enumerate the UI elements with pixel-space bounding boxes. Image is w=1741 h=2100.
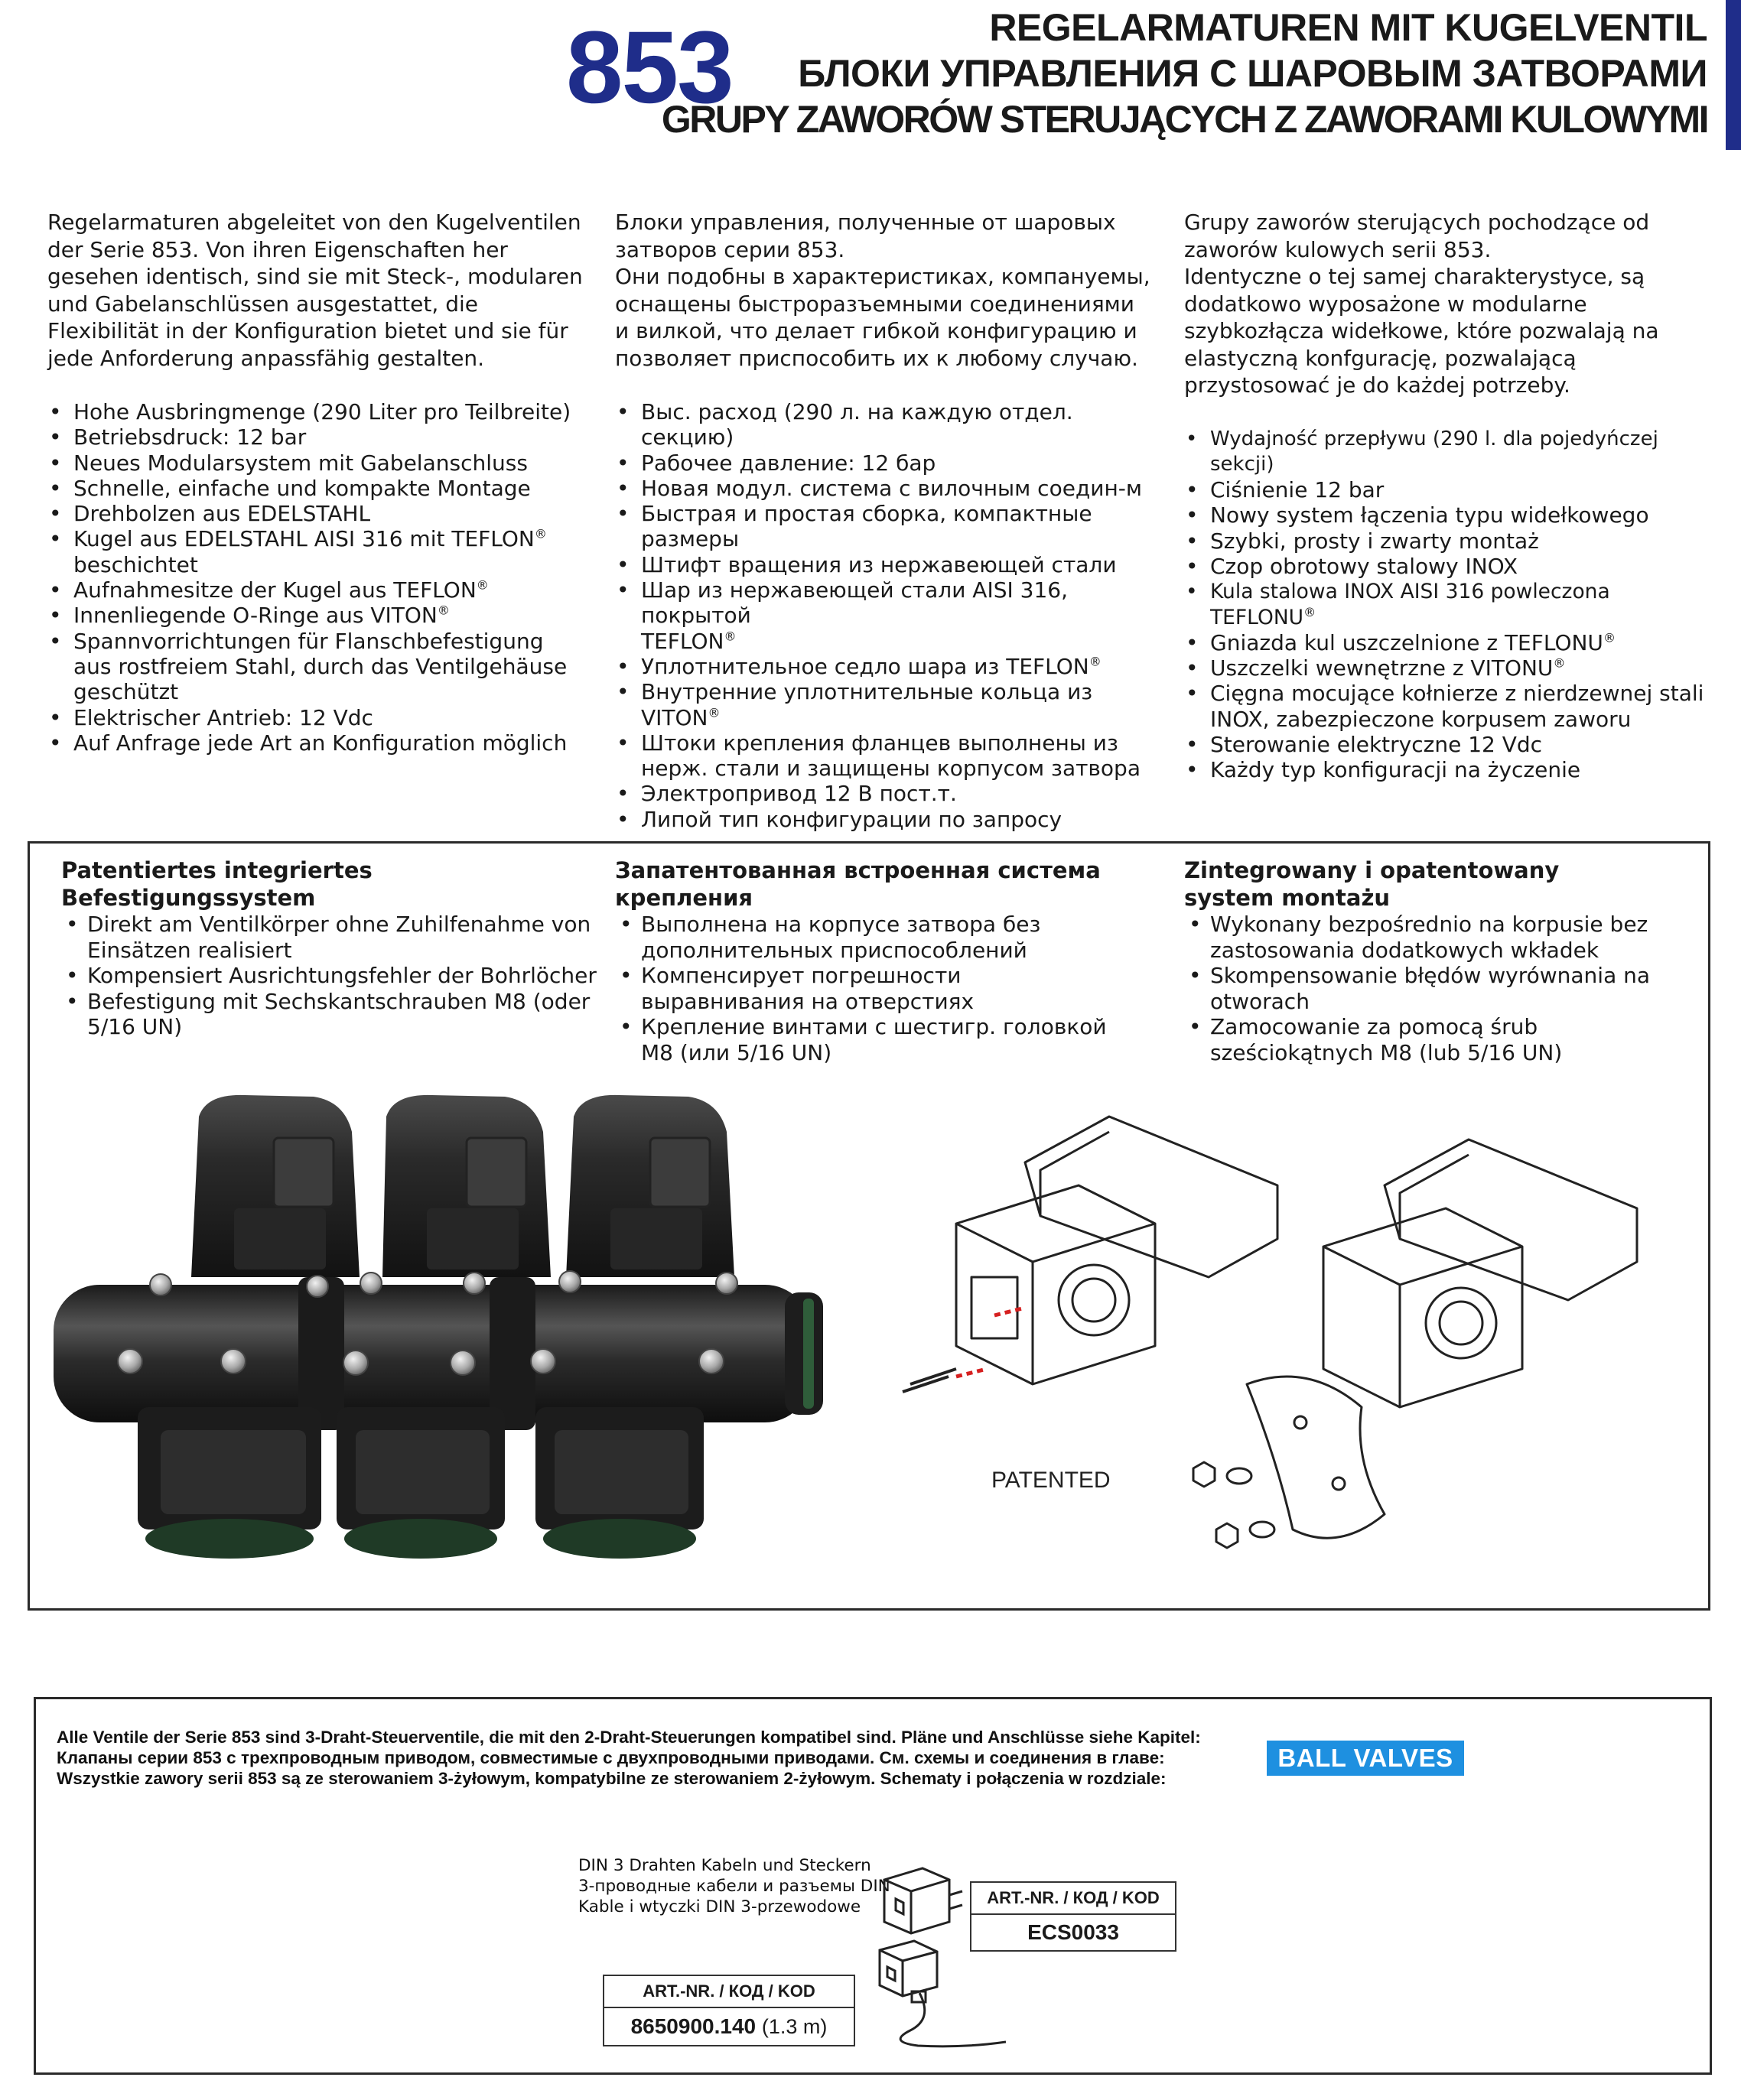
list-item-text: Uszczelki wewnętrzne z VITONU	[1210, 655, 1554, 681]
note-pl: Wszystkie zawory serii 853 są ze sterowaniem 3-żyłowym, kompatybilne ze sterowaniem 2-żyłowym. Schematy i połączenia w rozdziale:	[57, 1769, 1167, 1788]
registered-mark: ®	[1553, 655, 1566, 671]
list-item: • Czop obrotowy stalowy INOX	[1184, 554, 1720, 579]
connector-art-code: ECS0033	[1027, 1920, 1119, 1944]
feature-list-ru	[615, 399, 1150, 832]
registered-mark: ®	[437, 603, 450, 619]
list-item	[1184, 630, 1720, 655]
list-item	[47, 526, 583, 577]
intro-column-pl	[1184, 209, 1720, 783]
feature-list-de	[47, 399, 583, 756]
registered-mark: ®	[724, 629, 737, 644]
patent-heading-pl: Zintegrowany i opatentowany system montażu	[1184, 857, 1560, 911]
list-item: • Neues Modularsystem mit Gabelanschluss	[47, 450, 583, 476]
registered-mark: ®	[476, 577, 489, 593]
list-item: • Ciśnienie 12 bar	[1184, 477, 1720, 502]
patent-list-pl	[1184, 912, 1651, 1065]
list-item: • Nowy system łączenia typu widełkowego	[1184, 502, 1720, 528]
cable-code: 8650900.140	[630, 2014, 757, 2038]
list-item: • Drehbolzen aus EDELSTAHL	[47, 501, 583, 526]
page-title	[662, 5, 1707, 142]
list-item: • Kompensiert Ausrichtungsfehler der Bohrlöcher	[61, 963, 597, 989]
patented-label: PATENTED	[991, 1468, 1111, 1493]
series-number: 853	[566, 11, 733, 125]
list-item	[1184, 655, 1720, 681]
intro-paragraph-pl-1: Grupy zaworów sterujących pochodzące od zaworów kulowych serii 853.	[1184, 210, 1650, 262]
din-ru: 3-проводные кабели и разъемы DIN	[578, 1877, 890, 1896]
list-item: • Липой тип конфигурации по запросу	[615, 807, 1150, 832]
list-item: • Elektrischer Antrieb: 12 Vdc	[47, 705, 583, 730]
connector-art-header: ART.-NR. / КОД / KOD	[971, 1883, 1175, 1915]
list-item: • Компенсирует погрешности выравнивания на отверстиях	[615, 963, 1120, 1014]
list-item: • Spannvorrichtungen für Flanschbefestigung aus rostfreiem Stahl, durch das Ventilgehäuse geschützt	[47, 629, 583, 705]
valve-block-photo	[46, 1086, 841, 1575]
registered-mark: ®	[1303, 604, 1316, 619]
chapter-link-badge[interactable]: BALL VALVES	[1267, 1741, 1464, 1776]
list-item	[615, 654, 1150, 679]
list-item-text: Kugel aus EDELSTAHL AISI 316 mit TEFLON	[73, 526, 535, 552]
list-item-text: Уплотнительное седло шара из TEFLON	[641, 653, 1089, 679]
list-item-text: Шар из нержавеющей стали AISI 316, покрытой	[641, 577, 1068, 629]
patent-column-de	[61, 857, 597, 1040]
intro-column-ru	[615, 209, 1150, 832]
patent-column-ru	[615, 857, 1120, 1065]
din-de: DIN 3 Drahten Kabeln und Steckern	[578, 1856, 871, 1875]
patent-column-pl	[1184, 857, 1651, 1065]
registered-mark: ®	[534, 527, 547, 542]
list-item: • Новая модул. система с вилочным соедин-м	[615, 476, 1150, 501]
list-item: • Skompensowanie błędów wyrównania na otworach	[1184, 963, 1651, 1014]
list-item: • Direkt am Ventilkörper ohne Zuhilfenahme von Einsätzen realisiert	[61, 912, 597, 963]
list-item: • Рабочее давление: 12 бар	[615, 450, 1150, 476]
list-item: • Każdy typ konfiguracji na życzenie	[1184, 757, 1720, 782]
list-item-text: Gniazda kul uszczelnione z TEFLONU	[1210, 629, 1603, 655]
list-item: • Wydajność przepływu (290 l. dla pojedyńczej sekcji)	[1184, 427, 1720, 478]
cable-art-code	[604, 2008, 854, 2045]
list-item	[615, 577, 1150, 654]
cable-art-header: ART.-NR. / КОД / KOD	[604, 1976, 854, 2008]
intro-paragraph-pl-2: Identyczne o tej samej charakterystyce, są dodatkowo wyposażone w modularne szybkozłącza widełkowe, które pozwalają na elastyczną konfgurację, pozwalającą przystosować je do każdej potrzeby.	[1184, 264, 1659, 398]
patent-heading-ru: Запатентованная встроенная система крепления	[615, 857, 1101, 911]
cable-length: (1.3 m)	[761, 2015, 828, 2038]
registered-mark: ®	[1603, 630, 1616, 645]
registered-mark: ®	[1089, 654, 1102, 669]
note-de: Alle Ventile der Serie 853 sind 3-Draht-Steuerventile, die mit den 2-Draht-Steuerungen kompatibel sind. Pläne und Anschlüsse siehe Kapitel:	[57, 1728, 1201, 1747]
list-item: • Выполнена на корпусе затвора без дополнительных приспособлений	[615, 912, 1120, 963]
list-item: • Штоки крепления фланцев выполнены из нерж. стали и защищены корпусом затвора	[615, 730, 1150, 782]
list-item: • Schnelle, einfache und kompakte Montage	[47, 476, 583, 501]
list-item: • Zamocowanie za pomocą śrub sześciokątnych M8 (lub 5/16 UN)	[1184, 1014, 1651, 1065]
din-cable-description	[578, 1855, 890, 1917]
compatibility-note	[57, 1727, 1201, 1789]
list-item	[1184, 579, 1720, 630]
list-item: • Sterowanie elektryczne 12 Vdc	[1184, 732, 1720, 757]
list-item-text: Aufnahmesitze der Kugel aus TEFLON	[73, 577, 477, 603]
intro-paragraph-de: Regelarmaturen abgeleitet von den Kugelventilen der Serie 853. Von ihren Eigenschaften her gesehen identisch, sind sie mit Steck-, modularen und Gabelanschlüssen ausgestattet, die Flexibilität in der Konfiguration bietet und sie für jede Anforderung anpassfähig gestalten.	[47, 210, 583, 371]
patent-list-de	[61, 912, 597, 1040]
note-ru: Клапаны серии 853 с трехпроводным приводом, совместимые с двухпроводными приводами. См. схемы и соединения в главе:	[57, 1748, 1165, 1767]
list-item: • Auf Anfrage jede Art an Konfiguration möglich	[47, 730, 583, 756]
din-pl: Kable i wtyczki DIN 3-przewodowe	[578, 1897, 861, 1916]
feature-list-pl	[1184, 427, 1720, 783]
list-item	[47, 603, 583, 628]
list-item: • Cięgna mocujące kołnierze z nierdzewnej stali INOX, zabezpieczone korpusem zaworu	[1184, 681, 1720, 732]
list-item: • Szybki, prosty i zwarty montaż	[1184, 528, 1720, 554]
list-item: • Электропривод 12 В пост.т.	[615, 781, 1150, 806]
intro-paragraph-ru-1: Блоки управления, полученные от шаровых затворов серии 853.	[615, 210, 1116, 262]
list-item: • Крепление винтами с шестигр. головкой М8 (или 5/16 UN)	[615, 1014, 1120, 1065]
patent-list-ru	[615, 912, 1120, 1065]
intro-paragraph-ru-2: Они подобны в характеристиках, компануемы, оснащены быстроразъемными соединениями и вилкой, что делает гибкой конфигурацию и позволяет приспособить их к любому случаю.	[615, 264, 1150, 371]
patent-heading-de: Patentiertes integriertes Befestigungssystem	[61, 857, 373, 911]
connector-article-box	[970, 1881, 1176, 1952]
list-item	[47, 577, 583, 603]
registered-mark: ®	[708, 705, 721, 720]
list-item	[615, 679, 1150, 730]
cable-article-box	[603, 1975, 855, 2046]
list-item-text: Innenliegende O-Ringe aus VITON	[73, 603, 438, 629]
title-de: REGELARMATUREN MIT KUGELVENTIL	[989, 6, 1707, 49]
list-item-text: Kula stalowa INOX AISI 316 powleczona TEFLONU	[1210, 580, 1610, 629]
list-item: • Wykonany bezpośrednio na korpusie bez zastosowania dodatkowych wkładek	[1184, 912, 1651, 963]
header-accent-bar	[1726, 0, 1741, 150]
list-item-text-cont: TEFLON	[641, 628, 724, 654]
list-item: • Betriebsdruck: 12 bar	[47, 424, 583, 450]
list-item-text-cont: beschichtet	[73, 551, 198, 577]
list-item: • Штифт вращения из нержавеющей стали	[615, 552, 1150, 577]
list-item: • Быстрая и простая сборка, компактные размеры	[615, 501, 1150, 552]
list-item: • Befestigung mit Sechskantschrauben M8 (oder 5/16 UN)	[61, 989, 597, 1040]
intro-column-de	[47, 209, 583, 756]
list-item-text: Внутренние уплотнительные кольца из VITON	[641, 679, 1093, 730]
fixing-system-drawing	[880, 1101, 1683, 1591]
list-item: • Hohe Ausbringmenge (290 Liter pro Teilbreite)	[47, 399, 583, 424]
title-pl: GRUPY ZAWORÓW STERUJĄCYCH Z ZAWORAMI KULOWYMI	[661, 98, 1707, 141]
title-ru: БЛОКИ УПРАВЛЕНИЯ С ШАРОВЫМ ЗАТВОРАМИ	[798, 52, 1707, 95]
list-item: • Выс. расход (290 л. на каждую отдел. секцию)	[615, 399, 1150, 450]
